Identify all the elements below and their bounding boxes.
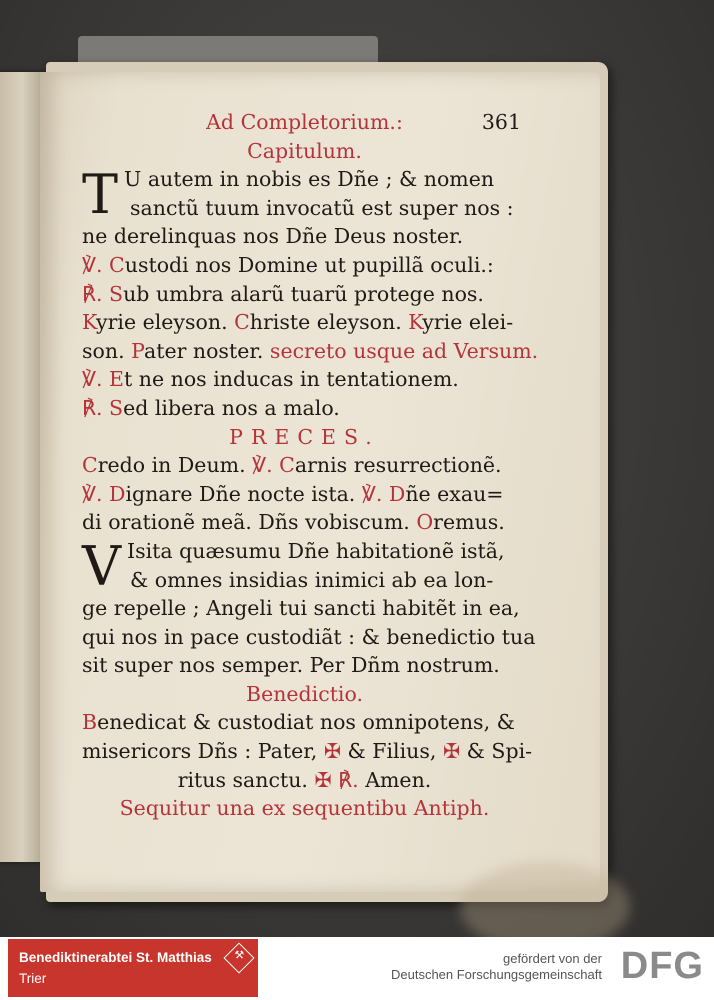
text-line: [82, 566, 527, 595]
body-text: ub umbra alarũ tuarũ protege nos.: [123, 281, 484, 306]
rubric-text: ✠ ℟.: [314, 767, 359, 792]
text-line: [82, 651, 527, 680]
drop-capital: V: [82, 534, 121, 598]
body-text: redo in Deum.: [97, 453, 253, 478]
body-text: son.: [82, 338, 132, 363]
rubric-text: ℣. E: [82, 367, 125, 392]
rubric-text: C: [82, 453, 98, 478]
text-line: [82, 594, 527, 623]
body-text: remus.: [433, 510, 505, 535]
page-text: [82, 108, 539, 823]
text-line: [82, 708, 527, 737]
body-text: arnis resurrectionẽ.: [294, 453, 502, 478]
body-text: ne derelinquas nos Dñe Deus noster.: [82, 224, 464, 249]
text-line: [82, 308, 527, 337]
rubric-text: P: [131, 338, 144, 363]
rubric-text: PRECES.: [229, 424, 380, 449]
text-line: [82, 451, 527, 480]
body-text: di orationẽ meã. Dñs vobiscum.: [82, 510, 417, 535]
body-text: & Spi-: [460, 739, 533, 764]
rubric-text: C: [234, 310, 250, 335]
rubric-text: secreto usque ad Versum.: [269, 338, 539, 363]
rubric-text: B: [82, 710, 98, 735]
text-lines: [82, 137, 539, 823]
rubric-text: ✠: [323, 739, 341, 764]
text-line: [82, 508, 527, 537]
rubric-text: K: [408, 310, 423, 335]
funding-note: [391, 951, 602, 983]
text-line: [82, 365, 527, 394]
rubric-text: ✠: [442, 739, 461, 764]
body-text: t ne nos inducas in tentationem.: [124, 367, 459, 392]
text-line: [82, 737, 533, 766]
body-text: yrie elei-: [422, 310, 514, 335]
institution-name: Benediktinerabtei St. Matthias: [19, 950, 212, 965]
body-text: ed libera nos a malo.: [123, 395, 340, 420]
body-text: misericors Dñs : Pater,: [82, 739, 324, 764]
rubric-text: Capitulum.: [247, 138, 362, 163]
funding-line-1: gefördert von der: [502, 951, 602, 966]
text-line: [82, 423, 527, 452]
body-text: & Filius,: [341, 739, 443, 764]
page-number: 361: [481, 110, 521, 134]
text-line: [82, 680, 527, 709]
body-text: ustodi nos Domine ut pupillã oculi.:: [124, 252, 494, 277]
body-text: yrie eleyson.: [96, 310, 235, 335]
text-line: [82, 222, 527, 251]
text-line: [82, 194, 527, 223]
body-text: ignare Dñe nocte ista.: [125, 481, 362, 506]
body-text: qui nos in pace custodiãt : & benedictio tua: [82, 624, 536, 649]
funding-line-2: Deutschen Forschungsgemeinschaft: [390, 967, 602, 982]
text-line: [82, 280, 527, 309]
dfg-logo[interactable]: DFG: [620, 945, 704, 987]
body-text: enedicat & custodiat nos omnipotens, &: [97, 710, 515, 735]
rubric-text: Sequitur una ex sequentibu Antiph.: [119, 796, 490, 821]
body-text: & omnes insidias inimici ab ea lon-: [130, 567, 494, 592]
rubric-text: ℣. D: [82, 481, 126, 506]
rubric-text: ℣. D: [361, 481, 406, 506]
text-line: [82, 623, 536, 652]
body-text: hriste eleyson.: [249, 310, 409, 335]
body-text: ater noster.: [143, 338, 270, 363]
rubric-text: O: [416, 510, 434, 535]
body-text: Amen.: [358, 767, 432, 792]
running-title: Ad Completorium.:: [206, 110, 403, 134]
text-line: [82, 137, 527, 166]
abbey-logo-icon: ⚒: [223, 942, 254, 973]
body-text: sit super nos semper. Per Dñm nostrum.: [82, 653, 500, 678]
rubric-text: ℣. C: [252, 453, 295, 478]
institution-badge[interactable]: [8, 939, 258, 997]
rubric-text: Benedictio.: [246, 681, 363, 706]
rubric-text: K: [82, 310, 97, 335]
text-line: [82, 337, 539, 366]
body-text: ñe exau=: [405, 481, 504, 506]
text-line: [82, 766, 527, 795]
rubric-text: ℟. S: [82, 395, 124, 420]
text-line: [82, 480, 527, 509]
rubric-text: ℟. S: [82, 281, 124, 306]
text-line: [82, 394, 527, 423]
text-line: [82, 794, 527, 823]
footer-bar: [0, 937, 714, 1000]
running-header: [82, 108, 527, 137]
body-text: ritus sanctu.: [177, 767, 315, 792]
body-text: Isita quæsumu Dñe habitationẽ istã,: [127, 538, 505, 563]
body-text: ge repelle ; Angeli tui sancti habitẽt in ea,: [82, 596, 520, 621]
body-text: sanctũ tuum invocatũ est super nos :: [130, 195, 514, 220]
institution-city: Trier: [19, 971, 47, 986]
text-line: [82, 251, 527, 280]
drop-capital: T: [82, 163, 119, 227]
body-text: U autem in nobis es Dñe ; & nomen: [124, 167, 495, 192]
rubric-text: ℣. C: [82, 252, 125, 277]
